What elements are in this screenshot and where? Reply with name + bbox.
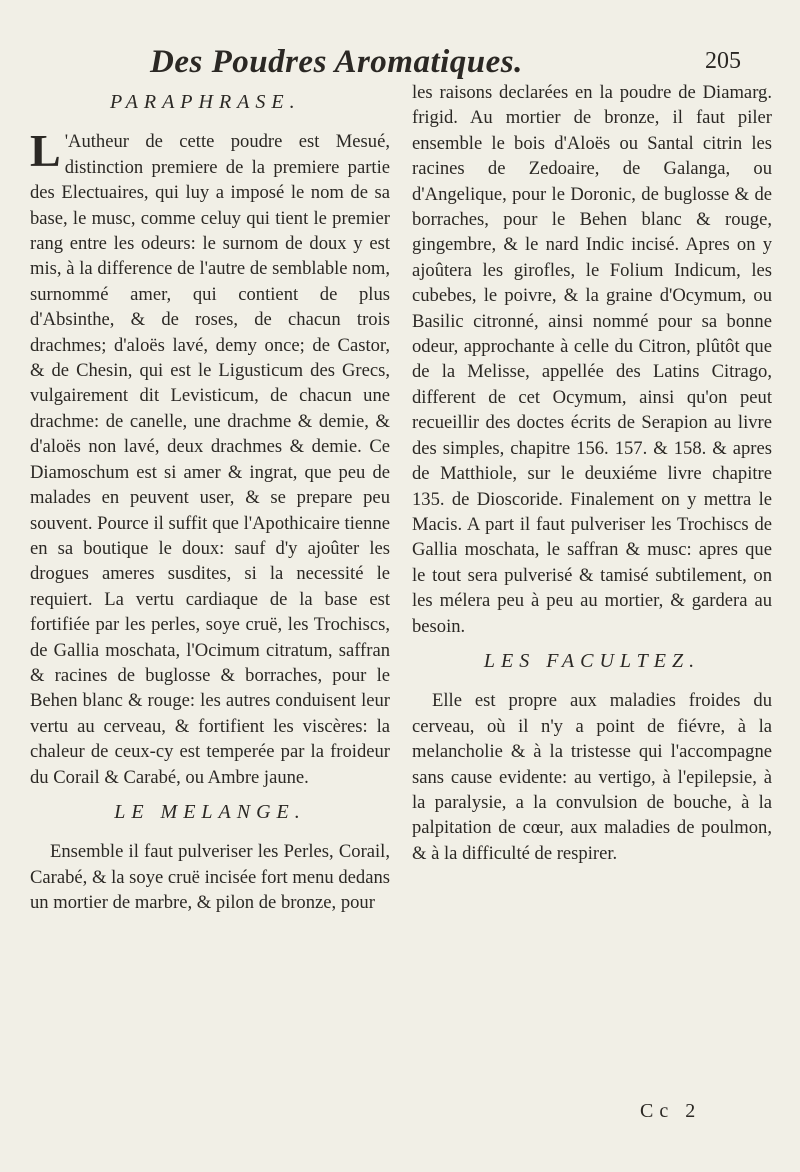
right-column	[412, 80, 772, 866]
left-column	[30, 82, 390, 916]
heading-paraphrase: PARAPHRASE.	[110, 91, 301, 113]
heading-melange: LE MELANGE.	[114, 800, 306, 823]
drop-cap: L	[30, 125, 61, 177]
paragraph-facultez: Elle est propre aux maladies froides du cerveau, où il n'y a point de fiévre, à la melancholie & à la tristesse qui l'accompagne sans cause evidente: au vertigo, à l'epilepsie, à la paralysie, a la convulsion de bouche, à la palpitation de cœur, aux maladies de poulmon, & à la difficulté de respirer.	[412, 690, 772, 864]
heading-facultez: LES FACULTEZ.	[483, 649, 701, 672]
running-title: Des Poudres Aromatiques.	[150, 44, 523, 80]
paragraph-continuation: les raisons declarées en la poudre de Diamarg. frigid. Au mortier de bronze, il faut piler ensemble le bois d'Aloës ou Santal citrin les racines de Zedoaire, de Galanga, ou d'Angelique, pour le Doronic, de buglosse & de borraches, pour le Behen blanc & rouge, gingembre, & le nard Indic incisé. Apres on y ajoûtera les girofles, le Folium Indicum, les cubebes, le poivre, & la graine d'Ocymum, ou Basilic citronné, ainsi nommé pour sa bonne odeur, approchante à celle du Citron, plûtôt que de la Melisse, appellée des Latins Citrago, different de cet Ocymum, ainsi qu'on peut recueillir des doctes écrits de Serapion au livre des simples, chapitre 156. 157. & 158. & apres de Matthiole, sur le deuxiéme livre chapitre 135. de Dioscoride. Finalement on y mettra le Macis. A part il faut pulveriser les Trochiscs de Gallia moschata, le saffran & musc: apres que le tout sera pulverisé & tamisé subtilement, on les mélera peu à peu au mortier, & gardera au besoin.	[412, 82, 772, 637]
page-header	[0, 44, 800, 84]
page-number: 205	[705, 48, 741, 74]
signature-mark: Cc 2	[640, 1100, 702, 1122]
paragraph-melange: Ensemble il faut pulveriser les Perles, Corail, Carabé, & la soye cruë incisée fort menu dedans un mortier de marbre, & pilon de bronze, pour	[30, 841, 390, 914]
paragraph-paraphrase-text: 'Autheur de cette poudre est Mesué, distinction premiere de la premiere partie des Electuaires, qui luy a imposé le nom de sa base, le musc, comme celuy qui tient le premier rang entre les odeurs: le surnom de doux y est mis, à la difference de l'autre de semblable nom, surnommé amer, qui contient de plus d'Absinthe, & de roses, de chacun trois drachmes; d'aloës lavé, demy once; de Castor, & de Chesin, qui est le Ligusticum des Grecs, vulgairement dit Levisticum, de chacun une drachme: de canelle, une drachme & demie, & d'aloës non lavé, deux drachmes & demie. Ce Diamoschum est si amer & ingrat, que peu de malades en peuvent user, & se prepare peu souvent. Pource il suffit que l'Apothicaire tienne en sa boutique le doux: sauf d'y ajoûter les drogues ameres susdites, si la necessité le requiert. La vertu cardiaque de la base est fortifiée par les perles, soye cruë, les Trochiscs, de Gallia moschata, l'Ocimum citratum, saffran & racines de buglosse & borraches, pour le Behen blanc & rouge: les autres conduisent leur vertu au cerveau, & fortifient les viscères: la chaleur de ceux-cy est temperée par la froideur du Corail & Carabé, ou Ambre jaune.	[30, 131, 390, 788]
paragraph-paraphrase	[30, 125, 390, 790]
